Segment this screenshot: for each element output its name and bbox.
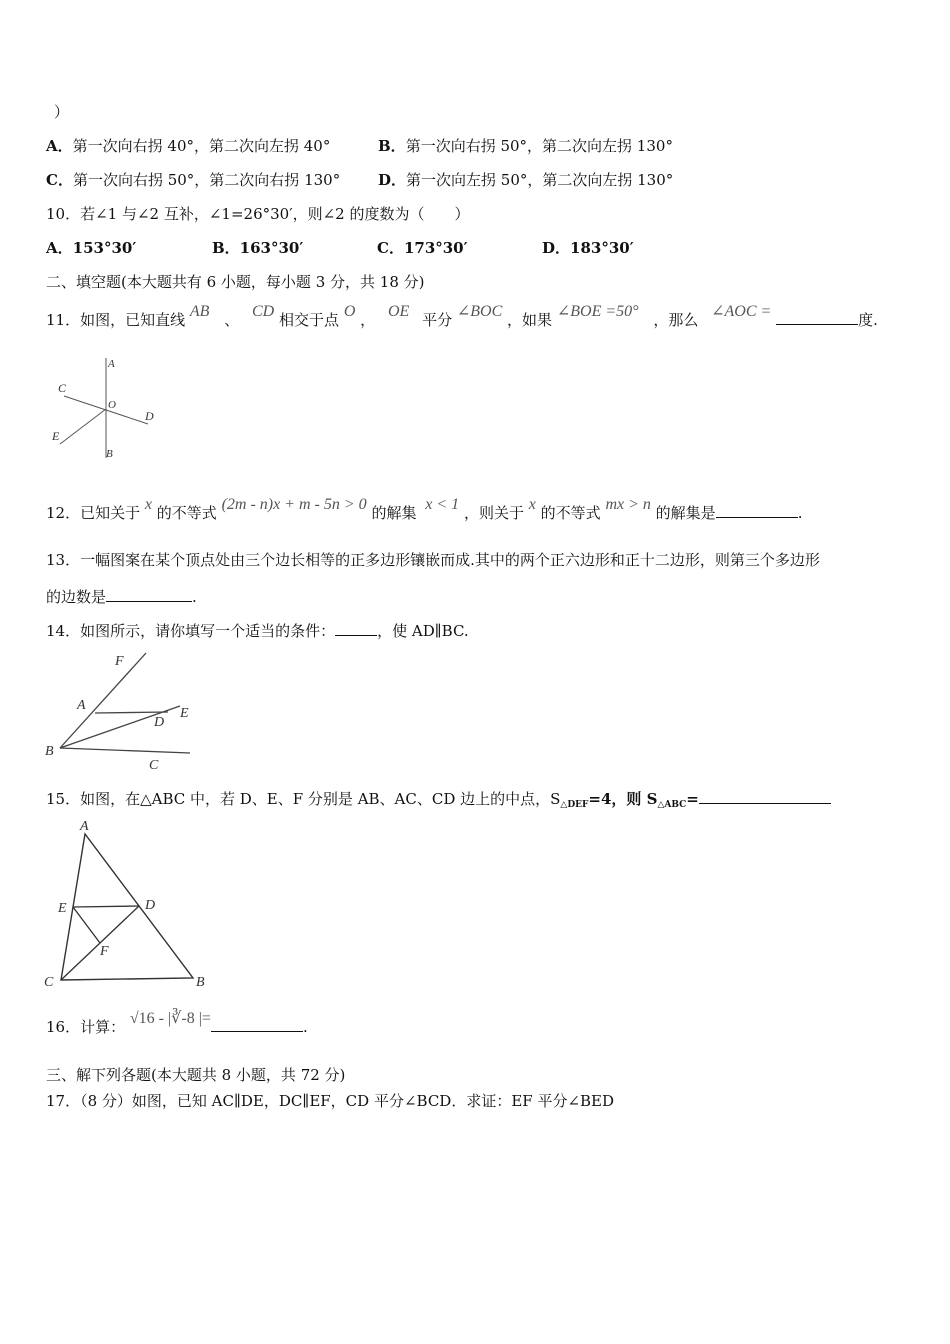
q12-math-inequality: (2m - n)x + m - 5n > 0 [221, 496, 367, 513]
q11-math-boe: ∠BOE =50° [556, 303, 639, 320]
segment-ad [95, 712, 168, 713]
label-d: D [145, 409, 154, 423]
q9-option-d: D．第一次向左拐 50°，第二次向左拐 130° [378, 171, 674, 189]
q12-math-x: x [144, 496, 152, 513]
continued-paren: ） [54, 103, 70, 121]
label-e: E [58, 901, 67, 916]
q12-math-solution: x < 1 [425, 496, 460, 513]
q15-figure [40, 815, 212, 991]
q16-answer-blank [211, 1017, 303, 1032]
q9-option-a-text: 第一次向右拐 40°，第二次向左拐 40° [72, 137, 331, 155]
label-b: B [106, 448, 113, 460]
q16-stem: 16．计算： √16 - |∛-8 |= . [46, 1010, 308, 1036]
q13-line-2: 的边数是 . [46, 588, 197, 606]
q11-answer-blank [776, 310, 858, 325]
q11-math-boc: ∠BOC [456, 303, 503, 320]
q11-figure [46, 352, 166, 464]
label-o: O [108, 399, 116, 411]
label-e: E [180, 706, 189, 721]
q10-stem: 10．若∠1 与∠2 互补，∠1=26°30′，则∠2 的度数为（ ） [46, 205, 470, 223]
label-d: D [154, 715, 165, 730]
label-f: F [100, 944, 109, 959]
q15-stem: 15．如图，在△ABC 中，若 D、E、F 分别是 AB、AC、CD 边上的中点，$S_{\triangle DEF}=4$，则 $S_{\triangle ABC}=$ [46, 789, 831, 812]
ray-bc [60, 748, 190, 753]
q11-math-ab: AB [189, 303, 210, 320]
segment-ef [73, 907, 100, 943]
q13-line-1: 13．一幅图案在某个顶点处由三个边长相等的正多边形镶嵌而成.其中的两个正六边形和正十二边形，则第三个多边形 [46, 551, 820, 569]
q14-figure [42, 648, 194, 772]
q17-stem: 17．（8 分）如图，已知 AC∥DE，DC∥EF，CD 平分∠BCD．求证：EF 平分∠BED [46, 1092, 615, 1110]
label-c: C [149, 758, 159, 772]
q11-math-o: O [343, 303, 356, 320]
label-e: E [52, 429, 60, 443]
q10-option-d: D．183°30′ [542, 239, 634, 257]
label-a: A [108, 358, 115, 370]
section-2-heading: 二、填空题(本大题共有 6 小题，每小题 3 分，共 18 分) [46, 273, 425, 291]
q12-answer-blank [716, 503, 798, 518]
section-3-heading: 三、解下列各题(本大题共 8 小题，共 72 分) [46, 1066, 346, 1084]
label-a: A [80, 819, 89, 834]
ray-bf [60, 653, 146, 748]
q13-answer-blank [106, 587, 192, 602]
q12-math-x2: x [528, 496, 536, 513]
segment-ed [73, 906, 139, 907]
q16-math-expression: √16 - |∛-8 |= [129, 1010, 211, 1027]
q14-answer-blank [335, 621, 377, 636]
q9-option-c-text: 第一次向右拐 50°，第二次向右拐 130° [72, 171, 341, 189]
q12-math-inequality-2: mx > n [605, 496, 651, 513]
q9-option-row-2 [46, 170, 674, 190]
q12-stem: 12．已知关于 x 的不等式 (2m - n)x + m - 5n > 0 的解集 x < 1 ，则关于 x 的不等式 mx > n 的解集是 . [46, 496, 803, 522]
label-d: D [145, 898, 156, 913]
q10-option-c: C．173°30′ [377, 239, 468, 257]
label-a: A [77, 698, 86, 713]
q11-math-oe: OE [387, 303, 410, 320]
q9-option-c-label: C． [46, 171, 73, 189]
label-f: F [115, 654, 124, 669]
q15-answer-blank [699, 789, 831, 804]
q9-option-b: B．第一次向右拐 50°，第二次向左拐 130° [378, 137, 673, 155]
q10-option-b: B．163°30′ [212, 239, 304, 257]
label-c: C [44, 975, 54, 990]
q11-stem: 11．如图，已知直线 AB 、 CD 相交于点 O ， OE 平分 ∠BOC ，如果 ∠BOE =50° ，那么 ∠AOC = 度. [46, 303, 878, 329]
q11-math-cd: CD [252, 303, 275, 320]
q10-option-a: A．153°30′ [46, 239, 137, 257]
q9-option-a-label: A． [46, 137, 73, 155]
q11-math-aoc: ∠AOC = [711, 303, 772, 320]
ray-oe [60, 409, 106, 444]
q14-stem: 14．如图所示，请你填写一个适当的条件： ，使 AD∥BC. [46, 622, 469, 640]
q9-option-row-1 [46, 136, 673, 156]
label-b: B [45, 744, 54, 759]
label-c: C [58, 381, 67, 395]
label-b: B [196, 975, 205, 990]
